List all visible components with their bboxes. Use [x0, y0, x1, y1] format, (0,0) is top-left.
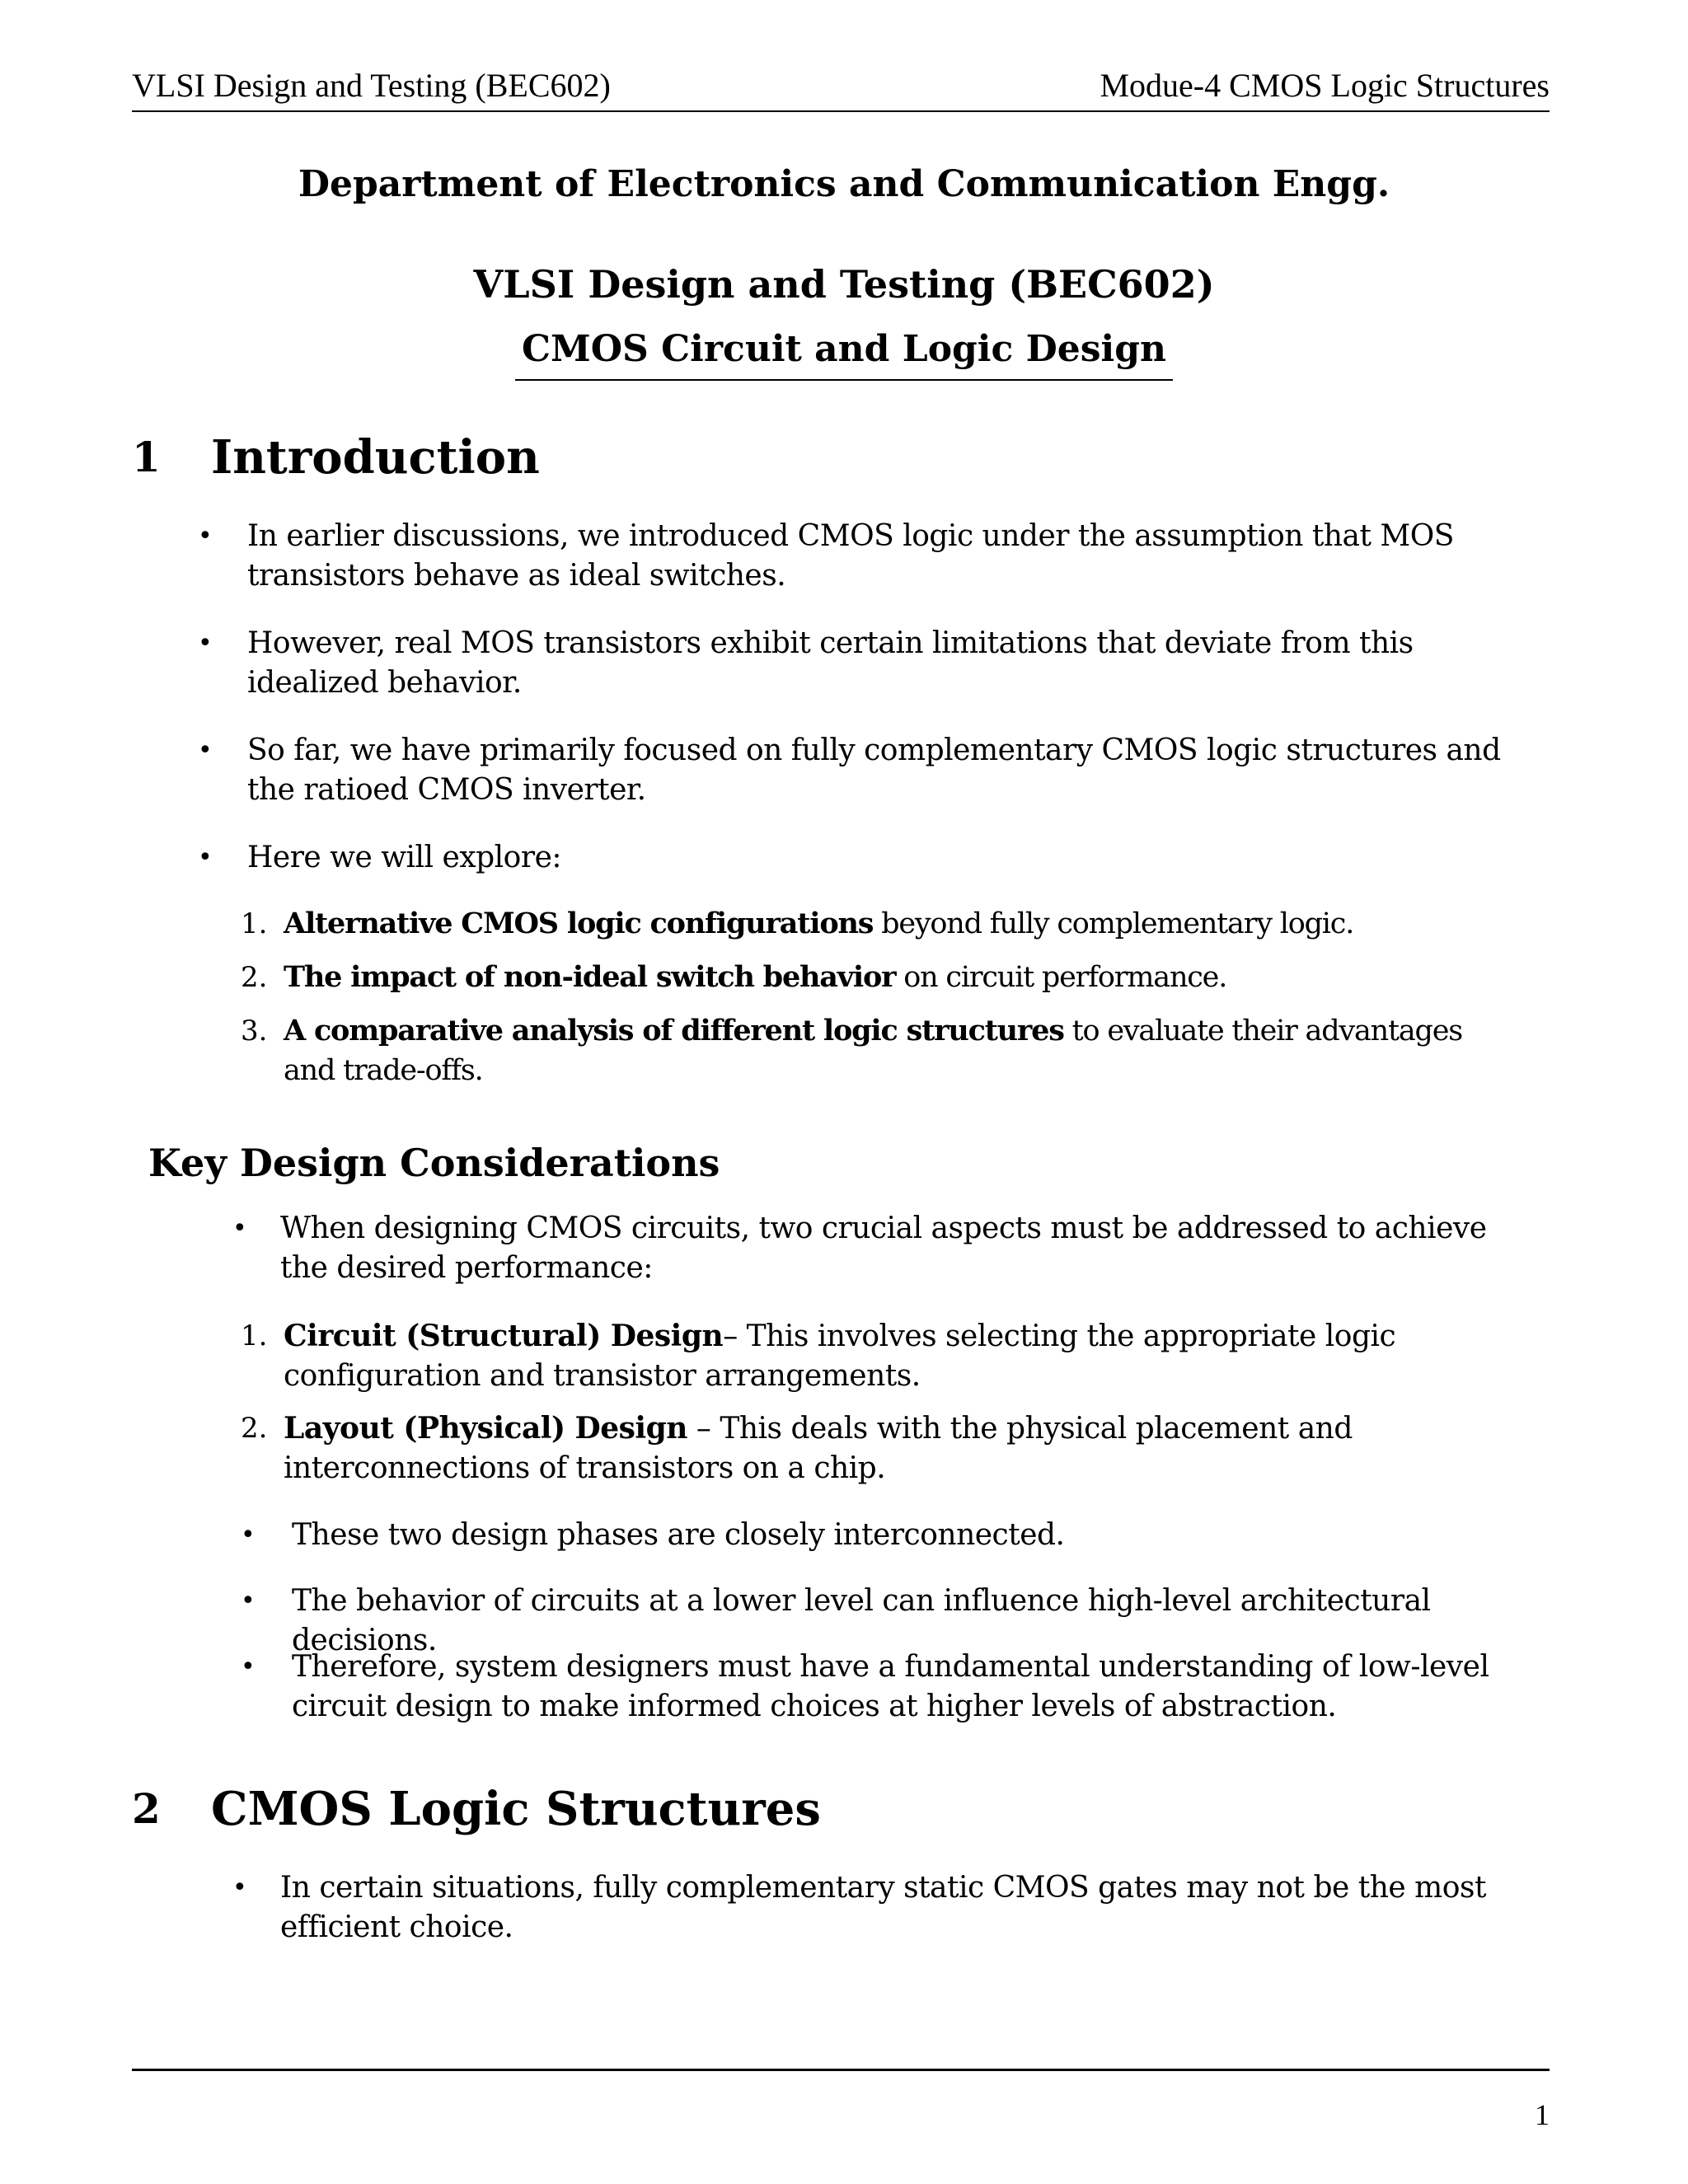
bullet-icon: • — [241, 1586, 256, 1615]
key-item-1 — [284, 1316, 1569, 1396]
key-item-1-number: 1. — [241, 1319, 268, 1352]
bullet-icon: • — [241, 1521, 256, 1549]
key-bullet-2: The behavior of circuits at a lower level can influence high-level architectural decisions. — [292, 1584, 1431, 1657]
intro-bullet-4: Here we will explore: — [247, 841, 561, 874]
explore-item-3-number: 3. — [241, 1015, 268, 1047]
key-item-2-bold: Layout (Physical) Design — [284, 1411, 687, 1446]
page-number: 1 — [1535, 2098, 1550, 2131]
key-design-title: Key Design Considerations — [148, 1141, 720, 1185]
intro-bullet-2: However, real MOS transistors exhibit certain limitations that deviate from this idealized behavior. — [247, 626, 1414, 700]
bullet-icon: • — [198, 522, 213, 551]
topic-title-wrap — [0, 326, 1688, 381]
intro-bullet-1: In earlier discussions, we introduced CMOS logic under the assumption that MOS transistors behave as ideal switches. — [247, 519, 1454, 593]
explore-item-2-text: on circuit performance. — [895, 961, 1227, 994]
intro-bullet-3: So far, we have primarily focused on fully complementary CMOS logic structures and the ratioed CMOS inverter. — [247, 733, 1501, 807]
explore-item-3-text: to evaluate their advantages and trade-offs. — [284, 1015, 1463, 1087]
key-item-2-text: – This deals with the physical placement and interconnections of transistors on a chip. — [284, 1412, 1353, 1485]
course-title: VLSI Design and Testing (BEC602) — [473, 262, 1215, 307]
running-header-right: Modue-4 CMOS Logic Structures — [1100, 67, 1550, 104]
key-item-2-number: 2. — [241, 1412, 268, 1445]
bullet-icon: • — [198, 629, 213, 658]
explore-item-3 — [284, 1011, 1520, 1090]
footer-rule — [132, 2069, 1550, 2071]
key-bullet-3: Therefore, system designers must have a fundamental understanding of low-level circuit design to make informed choices at higher levels of abstraction. — [292, 1650, 1489, 1723]
bullet-icon: • — [198, 843, 213, 872]
key-bullet-1: These two design phases are closely interconnected. — [292, 1518, 1065, 1552]
header-rule — [132, 110, 1550, 112]
explore-item-1-number: 1. — [241, 907, 268, 940]
explore-item-1-text: beyond fully complementary logic. — [873, 907, 1354, 940]
section-2-number: 2 — [132, 1784, 161, 1833]
explore-item-2-bold: The impact of non-ideal switch behavior — [284, 960, 896, 994]
bullet-icon: • — [198, 736, 213, 765]
key-item-2 — [284, 1408, 1355, 1488]
bullet-icon: • — [232, 1873, 247, 1902]
topic-title: CMOS Circuit and Logic Design — [515, 326, 1173, 381]
bullet-icon: • — [232, 1214, 247, 1243]
explore-item-1-bold: Alternative CMOS logic configurations — [284, 907, 874, 940]
key-item-1-bold: Circuit (Structural) Design — [284, 1319, 724, 1353]
explore-item-2-number: 2. — [241, 961, 268, 994]
explore-item-3-bold: A comparative analysis of different logic structures — [284, 1014, 1064, 1047]
explore-item-1 — [284, 904, 1553, 944]
key-item-1-text: – This involves selecting the appropriate logic configuration and transistor arrangements. — [284, 1319, 1396, 1393]
key-design-intro: When designing CMOS circuits, two crucial aspects must be addressed to achieve the desired performance: — [280, 1212, 1487, 1285]
explore-item-2 — [284, 958, 1553, 997]
section-1-number: 1 — [132, 433, 161, 481]
section-2-bullet-1: In certain situations, fully complementary static CMOS gates may not be the most efficient choice. — [280, 1871, 1486, 1944]
running-header-left: VLSI Design and Testing (BEC602) — [132, 67, 611, 104]
section-2-title: CMOS Logic Structures — [211, 1782, 821, 1836]
bullet-icon: • — [241, 1652, 256, 1681]
section-1-title: Introduction — [211, 430, 540, 485]
department-title: Department of Electronics and Communication Engg. — [298, 163, 1390, 205]
